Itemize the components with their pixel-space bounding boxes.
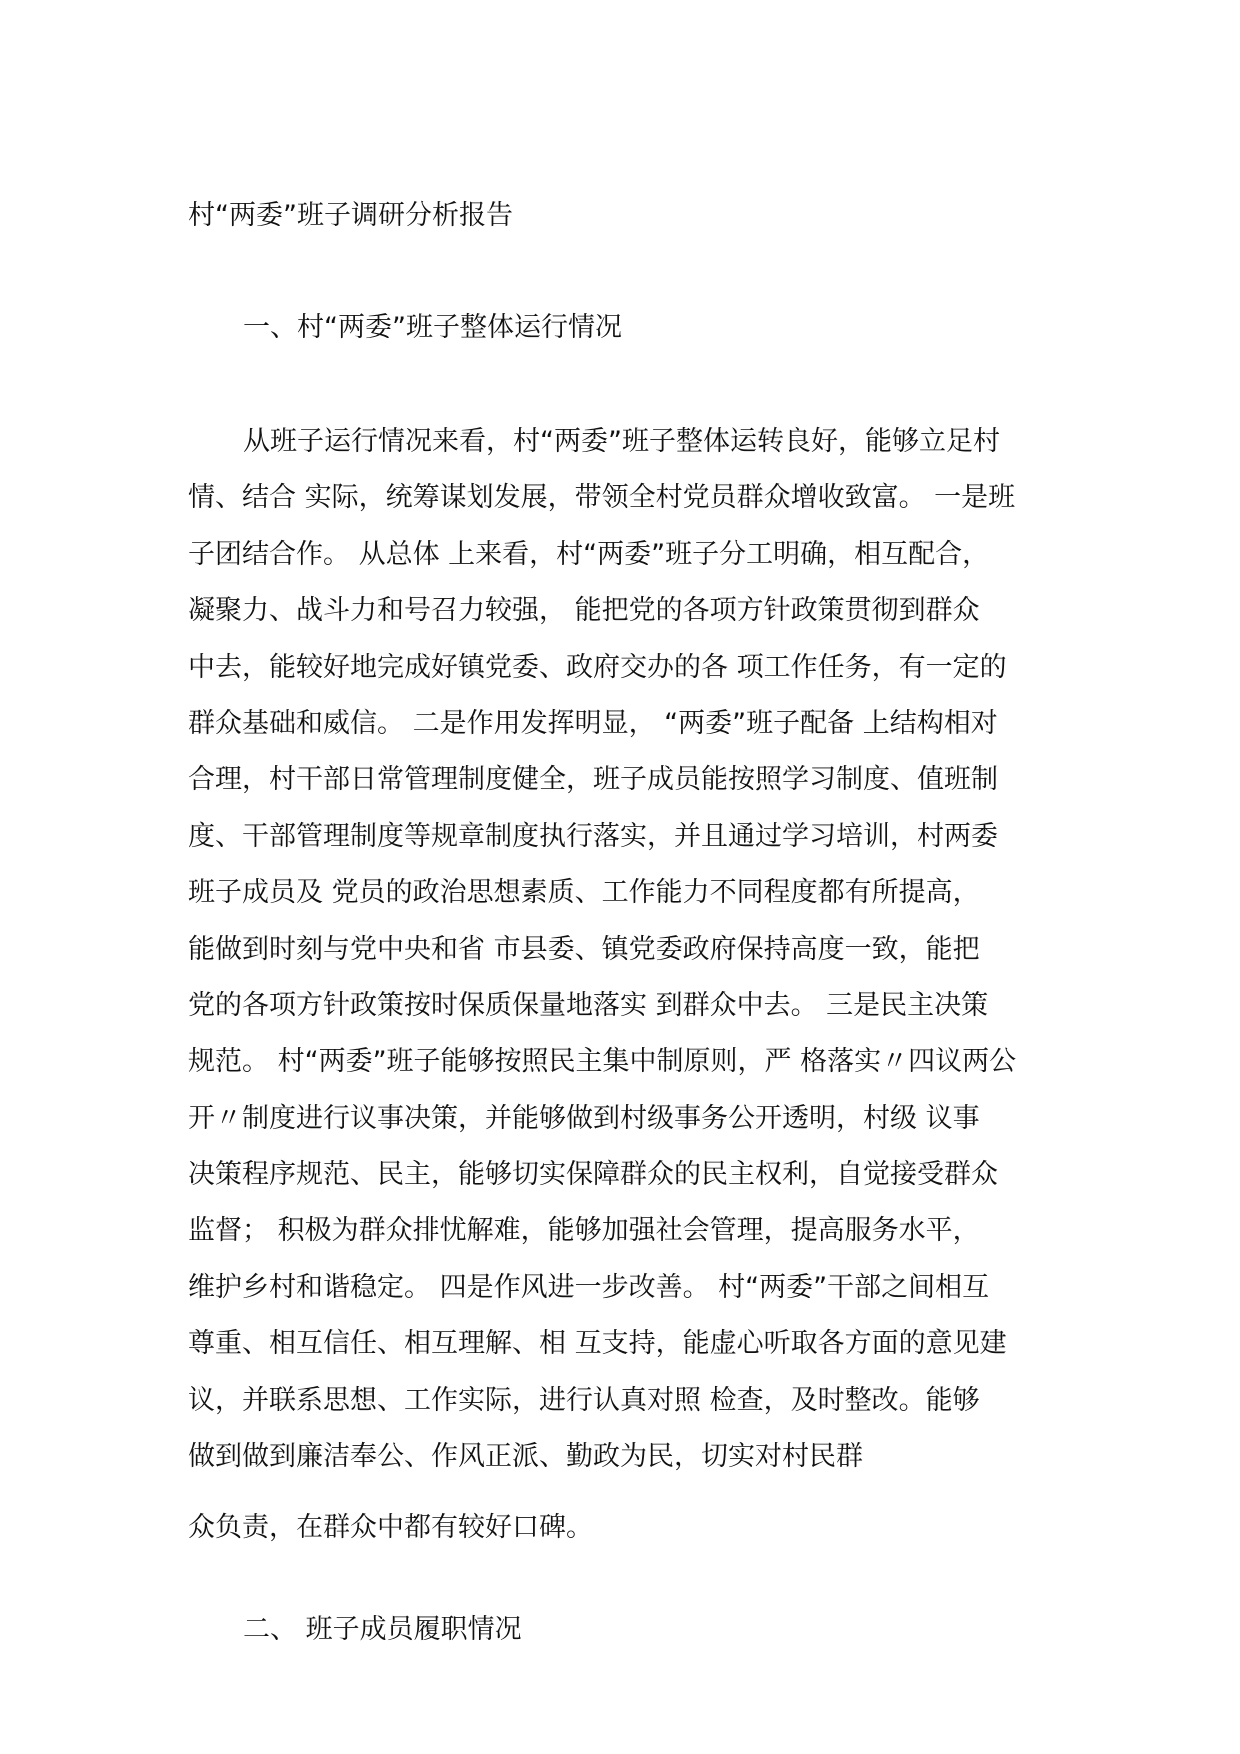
paragraph-line: 尊重、相互信任、相互理解、相 互支持，能虚心听取各方面的意见建 — [188, 1328, 1007, 1360]
paragraph-line: 议，并联系思想、工作实际，进行认真对照 检查，及时整改。能够 — [188, 1384, 980, 1416]
paragraph-line: 维护乡村和谐稳定。 四是作风进一步改善。 村“两委”干部之间相互 — [188, 1271, 990, 1303]
paragraph-line: 决策程序规范、民主，能够切实保障群众的民主权利，自觉接受群众 — [188, 1159, 998, 1191]
paragraph-line: 班子成员及 党员的政治思想素质、工作能力不同程度都有所提高， — [188, 877, 980, 909]
paragraph-line: 群众基础和威信。 二是作用发挥明显， “两委”班子配备 上结构相对 — [188, 707, 998, 739]
paragraph-line: 凝聚力、战斗力和号召力较强， 能把党的各项方针政策贯彻到群众 — [188, 595, 980, 627]
paragraph-line: 党的各项方针政策按时保质保量地落实 到群众中去。 三是民主决策 — [188, 989, 989, 1021]
paragraph-tail-line: 众负责，在群众中都有较好口碑。 — [188, 1512, 593, 1543]
paragraph-line: 能做到时刻与党中央和省 市县委、镇党委政府保持高度一致，能把 — [188, 933, 980, 965]
paragraph-line: 度、干部管理制度等规章制度执行落实，并且通过学习培训，村两委 — [188, 820, 998, 852]
document-title: 村“两委”班子调研分析报告 — [188, 200, 513, 231]
paragraph-line: 中去，能较好地完成好镇党委、政府交办的各 项工作任务，有一定的 — [188, 651, 1007, 683]
body-paragraph — [188, 414, 1068, 1485]
paragraph-line: 开〃制度进行议事决策，并能够做到村级事务公开透明，村级 议事 — [188, 1102, 980, 1134]
paragraph-line: 合理，村干部日常管理制度健全，班子成员能按照学习制度、值班制 — [188, 764, 998, 796]
section-heading-1: 一、村“两委”班子整体运行情况 — [243, 312, 622, 343]
paragraph-line: 规范。 村“两委”班子能够按照民主集中制原则，严 格落实〃四议两公 — [188, 1046, 1017, 1078]
paragraph-line: 情、结合 实际，统筹谋划发展，带领全村党员群众增收致富。 一是班 — [188, 482, 1016, 514]
paragraph-line: 做到做到廉洁奉公、作风正派、勤政为民，切实对村民群 — [188, 1441, 863, 1473]
paragraph-line: 监督； 积极为群众排忧解难，能够加强社会管理，提高服务水平， — [188, 1215, 980, 1247]
paragraph-line: 子团结合作。 从总体 上来看，村“两委”班子分工明确，相互配合， — [188, 538, 990, 570]
paragraph-line: 从班子运行情况来看，村“两委”班子整体运转良好，能够立足村 — [243, 426, 1000, 457]
section-heading-2: 二、 班子成员履职情况 — [243, 1614, 522, 1645]
